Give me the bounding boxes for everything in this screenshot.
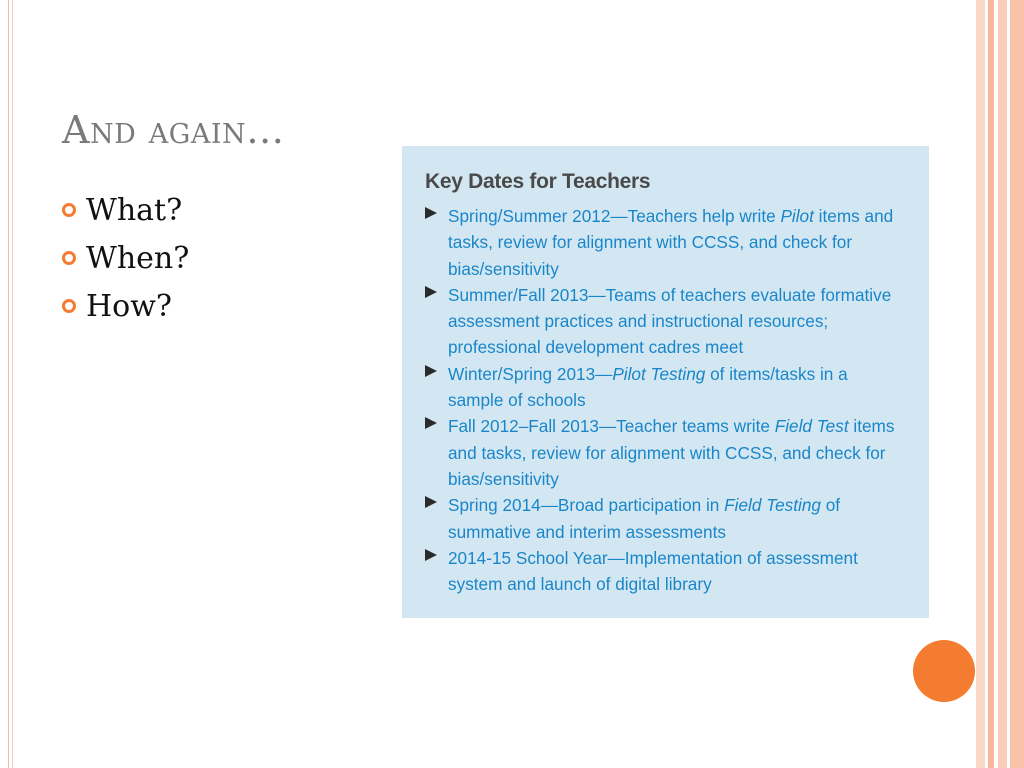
triangle-arrow-icon <box>425 417 437 429</box>
triangle-arrow-icon <box>425 549 437 561</box>
triangle-arrow-icon <box>425 365 437 377</box>
bullet-item <box>62 186 189 234</box>
decorative-stripes <box>976 0 1024 768</box>
slide-border-left <box>8 0 9 768</box>
key-date-text: Fall 2012–Fall 2013—Teacher teams write Field Test items and tasks, review for alignment with CCSS, and check for bias/sensitivity <box>448 416 895 489</box>
key-dates-box <box>402 146 929 618</box>
key-date-text: Winter/Spring 2013—Pilot Testing of items/tasks in a sample of schools <box>448 363 848 411</box>
key-date-text: Summer/Fall 2013—Teams of teachers evaluate formative assessment practices and instructional resources; professional development cadres meet <box>448 284 892 358</box>
key-date-text: Spring 2014—Broad participation in Field Testing of summative and interim assessments <box>448 495 841 542</box>
slide-border-left-inner <box>12 0 13 768</box>
bullet-label: How? <box>86 288 172 324</box>
bullet-item <box>62 234 189 282</box>
circle-bullet-icon <box>62 299 76 313</box>
key-date-item <box>425 203 907 282</box>
circle-bullet-icon <box>62 203 76 217</box>
key-date-item <box>425 282 907 361</box>
triangle-arrow-icon <box>425 286 437 298</box>
bullet-list <box>62 186 189 330</box>
key-date-item <box>425 361 907 414</box>
key-date-item <box>425 413 907 492</box>
triangle-arrow-icon <box>425 207 437 219</box>
key-dates-title: Key Dates for Teachers <box>425 170 651 193</box>
slide-title: And again… <box>62 108 285 152</box>
bullet-item <box>62 282 189 330</box>
key-date-item <box>425 545 907 598</box>
circle-bullet-icon <box>62 251 76 265</box>
triangle-arrow-icon <box>425 496 437 508</box>
key-date-item <box>425 492 907 545</box>
key-date-text: 2014-15 School Year—Implementation of assessment system and launch of digital library <box>448 547 858 595</box>
bullet-label: What? <box>86 192 183 228</box>
key-date-text: Spring/Summer 2012—Teachers help write Pilot items and tasks, review for alignment with CCSS, and check for bias/sensitivity <box>448 206 894 279</box>
bullet-label: When? <box>86 240 190 276</box>
orange-circle-decoration <box>913 640 975 702</box>
